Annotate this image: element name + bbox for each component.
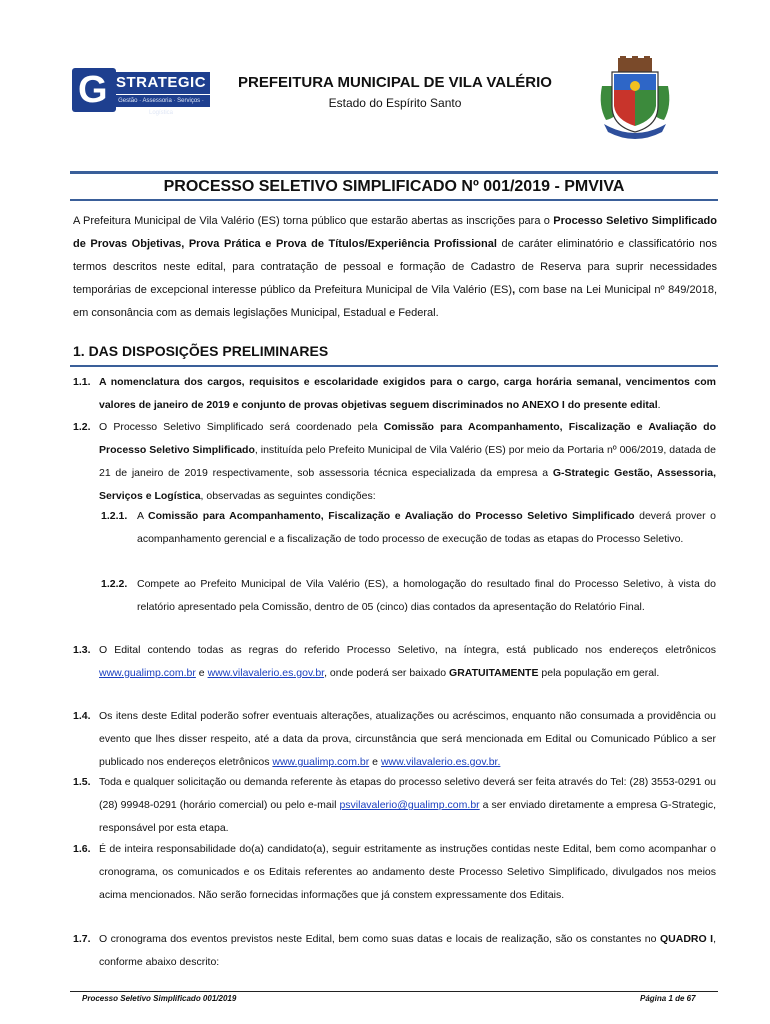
logo-tagline: Gestão · Assessoria · Serviços · Logística — [112, 95, 210, 107]
document-title: PROCESSO SELETIVO SIMPLIFICADO Nº 001/2019 - PMVIVA — [163, 178, 625, 195]
item-1-1: A nomenclatura dos cargos, requisitos e escolaridade exigidos para o cargo, carga horária semanal, vencimentos com valores de janeiro de 2019 e conjunto de provas objetivas seguem discriminados no ANEXO I do presente edital. — [99, 376, 716, 411]
section-heading: 1. DAS DISPOSIÇÕES PRELIMINARES — [73, 343, 329, 359]
item-number: 1.2.2. — [101, 578, 128, 590]
footer-page-number: Página 1 de 67 — [640, 994, 696, 1003]
logo-word: STRATEGIC — [112, 72, 210, 94]
item-number: 1.3. — [73, 644, 91, 656]
footer-doc-name: Processo Seletivo Simplificado 001/2019 — [82, 994, 237, 1003]
item-number: 1.4. — [73, 710, 91, 722]
item-1-2: O Processo Seletivo Simplificado será coordenado pela Comissão para Acompanhamento, Fiscalização e Avaliação do Processo Seletivo Simplificado, instituída pelo Prefeito Municipal de Vila Valério (ES) por meio da Portaria nº 006/2019, datada de 21 de janeiro de 2019 respectivamente, sob assessoria técnica especializada da empresa a G-Strategic Gestão, Assessoria, Serviços e Logística, observadas as seguintes condições: — [99, 421, 716, 502]
intro-paragraph: A Prefeitura Municipal de Vila Valério (ES) torna público que estarão abertas as inscrições para o Processo Seletivo Simplificado de Provas Objetivas, Prova Prática e Prova de Títulos/Experiência Profissional de caráter eliminatório e classificatório nos termos descritos neste edital, para contratação de pessoal e formação de Cadastro de Reserva para suprir necessidades temporárias de excepcional interesse público da Prefeitura Municipal de Vila Valério (ES), com base na Lei Municipal nº 849/2018, em consonância com as demais legislações Municipal, Estadual e Federal. — [73, 215, 718, 319]
item-1-2-1: A Comissão para Acompanhamento, Fiscalização e Avaliação do Processo Seletivo Simplificado deverá prover o acompanhamento gerencial e a fiscalização de todo processo de execução de todas as etapas do Processo Seletivo. — [137, 510, 716, 545]
title-top-rule — [70, 171, 718, 174]
item-number: 1.2. — [73, 421, 91, 433]
item-number: 1.6. — [73, 843, 91, 855]
municipal-crest-icon — [596, 56, 674, 140]
email-link[interactable]: psvilavalerio@gualimp.com.br — [339, 799, 480, 811]
item-number: 1.2.1. — [101, 510, 128, 522]
item-number: 1.5. — [73, 776, 91, 788]
title-bottom-rule — [70, 199, 718, 201]
item-1-7: O cronograma dos eventos previstos neste Edital, bem como suas datas e locais de realização, são os constantes no QUADRO I, conforme abaixo descrito: — [99, 933, 716, 968]
logo-letter: G — [78, 69, 108, 111]
footer-rule — [70, 991, 718, 992]
gualimp-link[interactable]: www.gualimp.com.br — [272, 756, 370, 768]
item-1-2-2: Compete ao Prefeito Municipal de Vila Valério (ES), a homologação do resultado final do Processo Seletivo, à vista do relatório apresentado pela Comissão, dentro de 05 (cinco) dias contados da apresentação do Relatório Final. — [137, 578, 716, 613]
state-subtitle: Estado do Espírito Santo — [328, 96, 462, 110]
gualimp-link[interactable]: www.gualimp.com.br — [99, 667, 196, 679]
item-number: 1.1. — [73, 376, 91, 388]
municipality-title: PREFEITURA MUNICIPAL DE VILA VALÉRIO — [238, 74, 552, 91]
vilavalerio-link[interactable]: www.vilavalerio.es.gov.br. — [380, 756, 501, 768]
item-1-5: Toda e qualquer solicitação ou demanda referente às etapas do processo seletivo deverá ser feita através do Tel: (28) 3553-0291 ou (28) 99948-0291 (horário comercial) ou pelo e-mail psvilavalerio@gualimp.com.br a ser enviado diretamente a empresa G-Strategic, responsável por esta etapa. — [99, 776, 716, 834]
item-1-6: É de inteira responsabilidade do(a) candidato(a), seguir estritamente as instruções contidas neste Edital, bem como acompanhar o cronograma, os comunicados e os Editais referentes ao andamento deste Processo Seletivo Simplificado, divulgados nos meios acima mencionados. Não serão fornecidas informações que já constem expressamente dos Editais. — [99, 843, 716, 901]
section-rule — [70, 365, 718, 367]
g-strategic-logo — [72, 68, 212, 116]
vilavalerio-link[interactable]: www.vilavalerio.es.gov.br — [207, 667, 325, 679]
item-1-3: O Edital contendo todas as regras do referido Processo Seletivo, na íntegra, está publicado nos endereços eletrônicos www.gualimp.com.br e www.vilavalerio.es.gov.br, onde poderá ser baixado GRATUITAMENTE pela população em geral. — [99, 644, 716, 679]
item-1-4: Os itens deste Edital poderão sofrer eventuais alterações, atualizações ou acréscimos, enquanto não consumada a providência ou evento que lhes disser respeito, até a data da prova, circunstância que será mencionada em Edital ou Comunicado Público a ser publicado nos endereços eletrônicos www.gualimp.com.br e www.vilavalerio.es.gov.br. — [99, 710, 716, 768]
item-number: 1.7. — [73, 933, 91, 945]
